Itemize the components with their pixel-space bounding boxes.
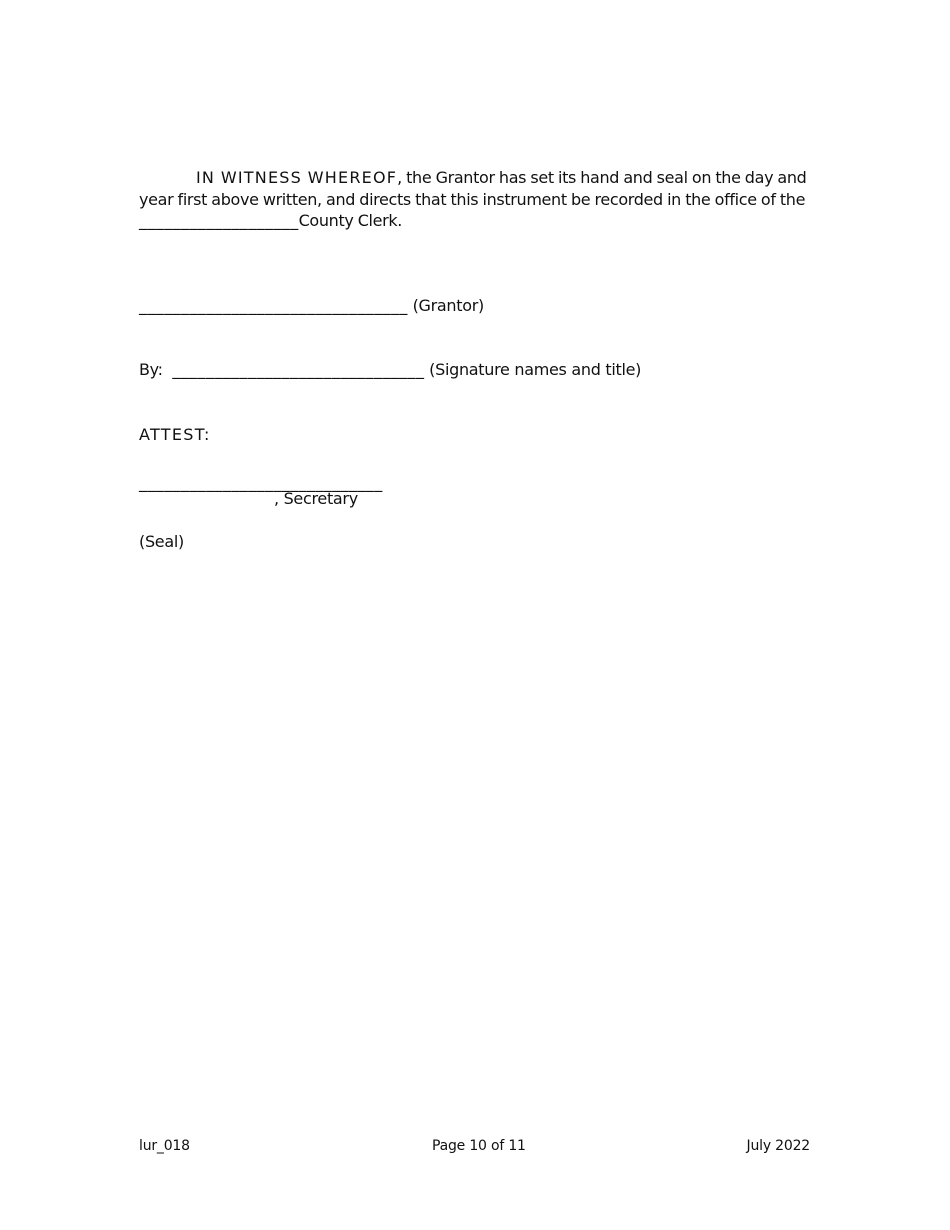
footer-page-number: Page 10 of 11	[432, 1138, 526, 1154]
county-clerk-text: County Clerk.	[298, 211, 403, 230]
witness-paragraph	[139, 167, 811, 232]
attest-signature-blank[interactable]: _____________________________	[139, 473, 383, 492]
witness-line1-rest: , the Grantor has set its hand and seal on the day and	[397, 168, 807, 187]
attest-label: ATTEST:	[139, 425, 211, 444]
grantor-signature-blank[interactable]: ________________________________	[139, 296, 408, 315]
county-blank[interactable]: ___________________	[139, 211, 299, 230]
by-signature-blank[interactable]: ______________________________	[172, 360, 425, 379]
grantor-label: (Grantor)	[412, 296, 484, 315]
footer-doc-id: lur_018	[139, 1138, 190, 1154]
witness-intro: IN WITNESS WHEREOF	[196, 168, 398, 187]
by-line	[139, 359, 641, 381]
witness-line2: year first above written, and directs that this instrument be recorded in the office of the	[139, 189, 806, 209]
seal-label: (Seal)	[139, 532, 184, 551]
by-label: By:	[139, 360, 163, 379]
by-suffix: (Signature names and title)	[429, 360, 642, 379]
secretary-label: , Secretary	[274, 489, 358, 508]
footer-date: July 2022	[746, 1138, 810, 1154]
grantor-line	[139, 295, 484, 317]
